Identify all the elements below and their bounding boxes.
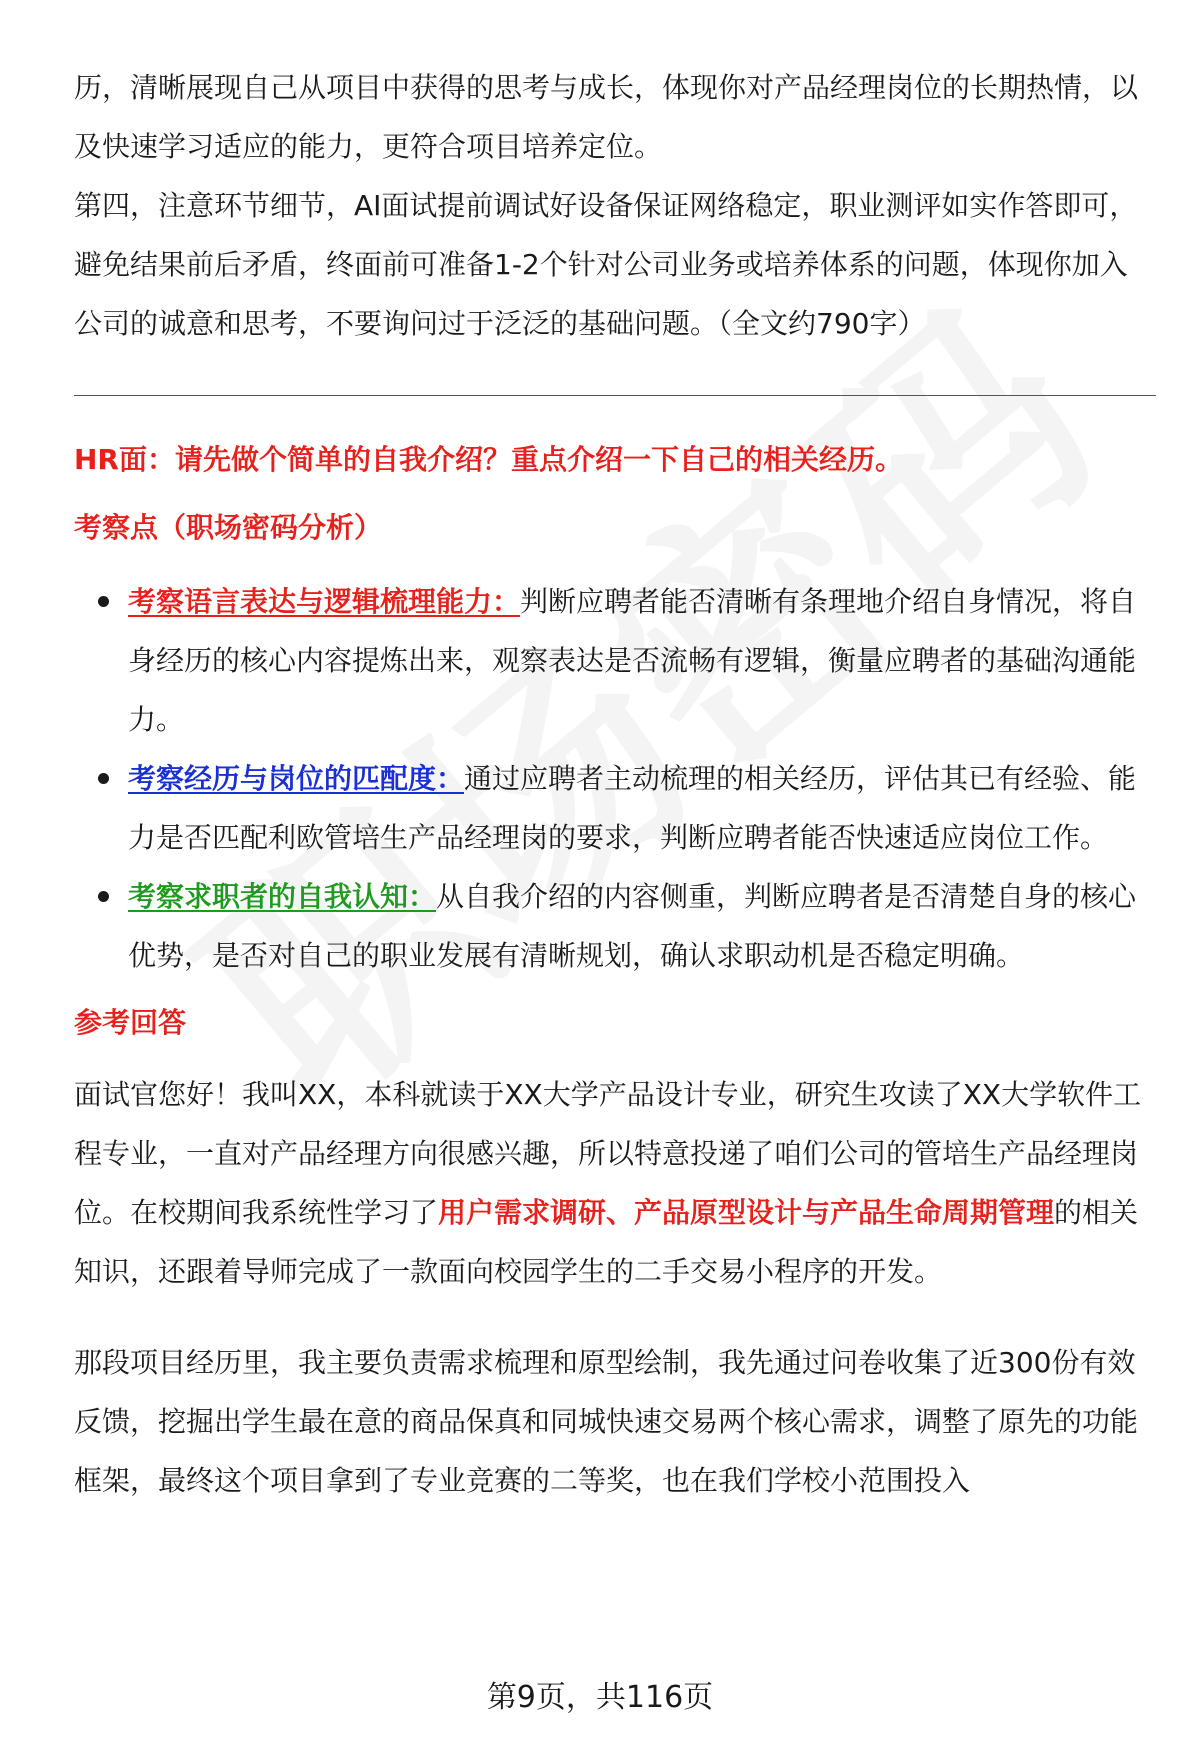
section-divider: [74, 395, 1156, 396]
intro-paragraph-1: 历，清晰展现自己从项目中获得的思考与成长，体现你对产品经理岗位的长期热情，以及快速学习适应的能力，更符合项目培养定位。: [74, 71, 1139, 163]
answer-text: 的相关知识，还跟着导师完成了一款面向校园学生的二手交易小程序的开发。: [74, 1196, 1139, 1288]
answer-paragraph-2: 那段项目经历里，我主要负责需求梳理和原型绘制，我先通过问卷收集了近300份有效反馈，挖掘出学生最在意的商品保真和同城快速交易两个核心需求，调整了原先的功能框架，最终这个项目拿到了专业竞赛的二等奖，也在我们学校小范围投入: [74, 1346, 1139, 1497]
bullet-icon: [98, 773, 109, 784]
assessment-point-label: 考察求职者的自我认知：: [128, 880, 437, 913]
assessment-section-title: 考察点（职场密码分析）: [74, 511, 383, 544]
assessment-point: [74, 867, 1154, 985]
answer-section-title: 参考回答: [74, 1006, 187, 1039]
answer-text: 面试官您好！我叫XX，本科就读于XX大学产品设计专业，研究生攻读了XX大学软件工程专业，一直对产品经理方向很感兴趣，所以特意投递了咱们公司的管培生产品经理岗位。在校期间我系统性学习了: [74, 1078, 1142, 1229]
assessment-points-list: [74, 572, 1154, 985]
page-number-footer: 第9页，共116页: [486, 1680, 714, 1715]
assessment-point-label: 考察经历与岗位的匹配度：: [128, 762, 465, 795]
page-content: [74, 58, 1154, 1510]
answer-highlight: 用户需求调研、产品原型设计与产品生命周期管理: [438, 1196, 1055, 1229]
assessment-point: [74, 749, 1154, 867]
intro-paragraph-2: 第四，注意环节细节，AI面试提前调试好设备保证网络稳定，职业测评如实作答即可，避免结果前后矛盾，终面前可准备1-2个针对公司业务或培养体系的问题，体现你加入公司的诚意和思考，不要询问过于泛泛的基础问题。（全文约790字）: [74, 189, 1138, 340]
bullet-icon: [98, 891, 109, 902]
question-title: HR面：请先做个简单的自我介绍？重点介绍一下自己的相关经历。: [74, 443, 903, 476]
assessment-point-text: 判断应聘者能否清晰有条理地介绍自身情况，将自身经历的核心内容提炼出来，观察表达是否流畅有逻辑，衡量应聘者的基础沟通能力。: [128, 585, 1137, 736]
bullet-icon: [98, 596, 109, 607]
assessment-point-label: 考察语言表达与逻辑梳理能力：: [128, 585, 521, 618]
assessment-point: [74, 572, 1154, 749]
assessment-point-text: 从自我介绍的内容侧重，判断应聘者是否清楚自身的核心优势，是否对自己的职业发展有清晰规划，确认求职动机是否稳定明确。: [128, 880, 1137, 972]
paragraph-gap: [74, 1301, 1154, 1333]
answer-body: [74, 1065, 1154, 1510]
answer-paragraph-1: [74, 1065, 1154, 1301]
assessment-point-text: 通过应聘者主动梳理的相关经历，评估其已有经验、能力是否匹配利欧管培生产品经理岗的要求，判断应聘者能否快速适应岗位工作。: [128, 762, 1137, 854]
